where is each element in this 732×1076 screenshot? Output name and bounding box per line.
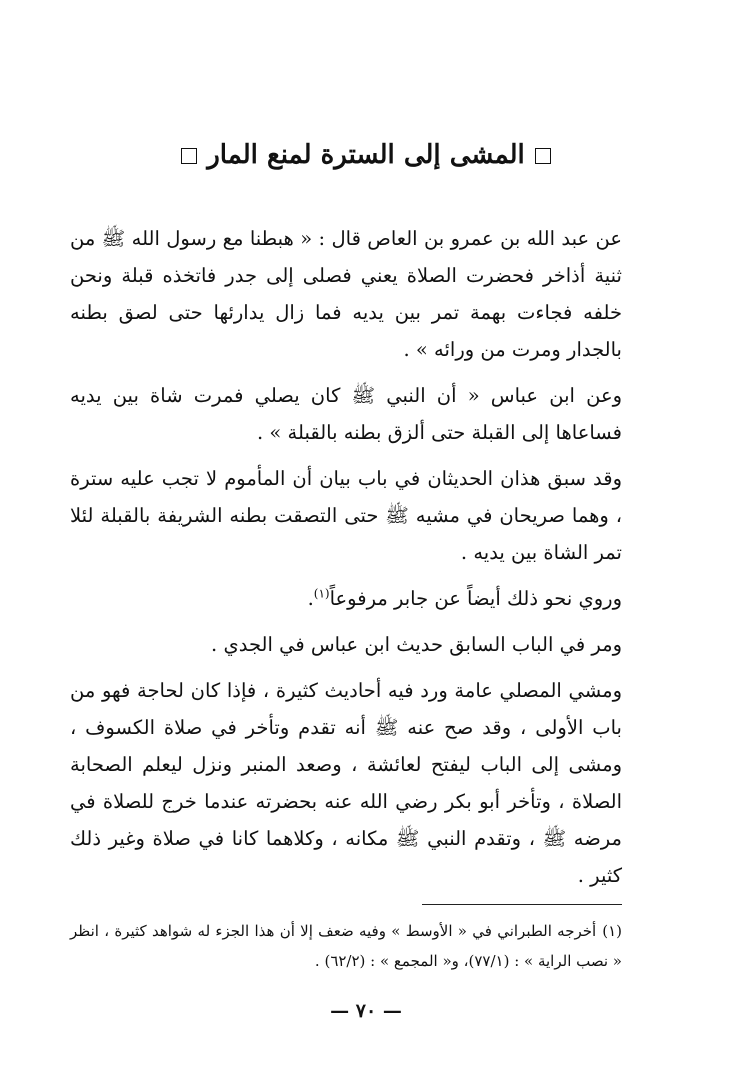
paragraph-jabir-narration <box>70 580 622 617</box>
page-number: — ٧٠ — <box>330 1000 402 1022</box>
title-square-right-icon <box>535 148 551 164</box>
footnote <box>70 916 622 976</box>
chapter-title: المشى إلى السترة لمنع المار <box>207 140 525 170</box>
footnote-divider <box>422 904 622 905</box>
paragraph-hadith-ibn-amr: عن عبد الله بن عمرو بن العاص قال : « هبطنا مع رسول الله ﷺ من ثنية أذاخر فحضرت الصلاة يعني فصلى إلى جدر فاتخذه قبلة ونحن خلفه فجاءت بهمة تمر بين يديه فما زال يدارئها حتى لصق بطنه بالجدار ومرت من ورائه » . <box>70 227 622 361</box>
paragraph-walking-in-prayer: ومشي المصلي عامة ورد فيه أحاديث كثيرة ، فإذا كان لحاجة فهو من باب الأولى ، وقد صح عنه ﷺ أنه تقدم وتأخر في صلاة الكسوف ، ومشى إلى الباب ليفتح لعائشة ، وصعد المنبر ونزل ليعلم الصحابة الصلاة ، وتأخر أبو بكر رضي الله عنه بحضرته عندما خرج للصلاة في مرضه ﷺ ، وتقدم النبي ﷺ مكانه ، وكلاهما كانا في صلاة وغير ذلك كثير . <box>70 679 622 887</box>
title-square-left-icon <box>181 148 197 164</box>
paragraph-jady: ومر في الباب السابق حديث ابن عباس في الجدي . <box>211 633 622 656</box>
paragraph-hadith-ibn-abbas: وعن ابن عباس « أن النبي ﷺ كان يصلي فمرت شاة بين يديه فساعاها إلى القبلة حتى ألزق بطنه بالقبلة » . <box>70 384 622 444</box>
footnote-number: (١) <box>602 922 622 940</box>
footnote-reference[interactable]: (١) <box>313 586 330 601</box>
jabir-narration-end: . <box>307 587 314 610</box>
footnote-text: أخرجه الطبراني في « الأوسط » وفيه ضعف إلا أن هذا الجزء له شواهد كثيرة ، انظر « نصب الراية » : (٧٧/١)، و« المجمع » : (٦٢/٢) . <box>70 922 622 970</box>
body-text <box>70 220 622 903</box>
chapter-title-row <box>0 140 732 170</box>
jabir-narration-text: وروي نحو ذلك أيضاً عن جابر مرفوعاً <box>329 587 622 610</box>
paragraph-previous-chapter: وقد سبق هذان الحديثان في باب بيان أن المأموم لا تجب عليه سترة ، وهما صريحان في مشيه ﷺ حتى التصقت بطنه الشريفة بالقبلة لئلا تمر الشاة بين يديه . <box>70 467 622 564</box>
